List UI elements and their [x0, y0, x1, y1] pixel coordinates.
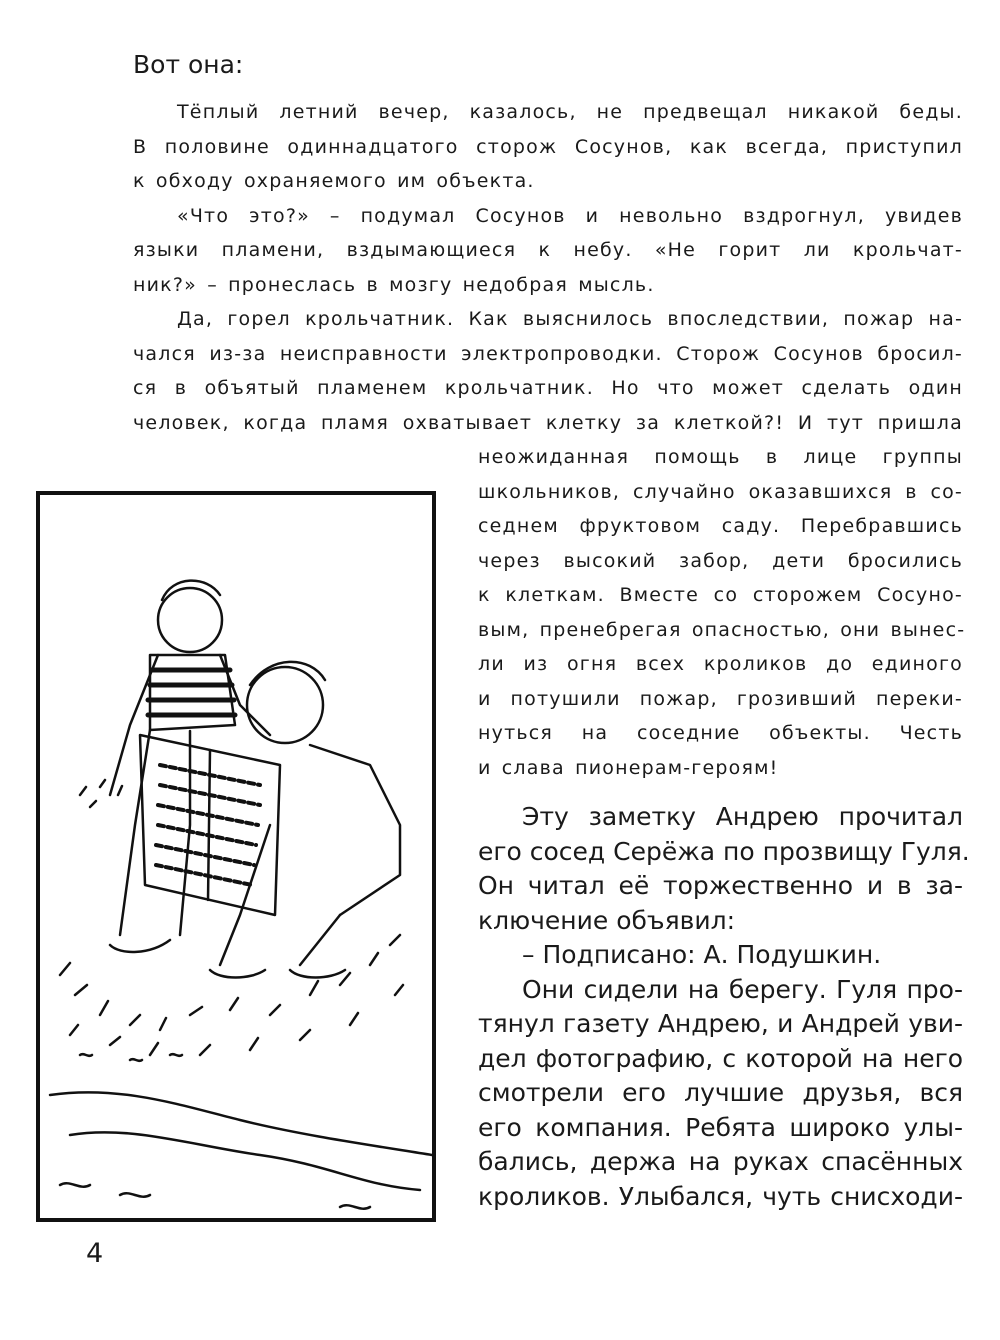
story-block	[478, 800, 970, 1214]
article-narrow-block	[478, 440, 966, 785]
text-line: Да, горел крольчатник. Как выяснилось впоследствии, пожар на-	[177, 308, 963, 330]
text-line: школьников, случайно оказавшихся в со-	[478, 480, 963, 503]
text-line: неожиданная помощь в лице группы	[478, 446, 963, 468]
text-line: и слава пионерам-героям!	[478, 756, 779, 779]
story-paragraph-2	[478, 938, 963, 973]
text-line: вым, пренебрегая опасностью, они вынес-	[478, 618, 966, 641]
text-line: В половине одиннадцатого сторож Сосунов, как всегда, приступил	[133, 135, 963, 158]
text-line: ся в объятый пламенем крольчатник. Но что может сделать один	[133, 377, 963, 399]
text-line: к обходу охраняемого им объекта.	[133, 170, 535, 192]
text-line: бались, держа на руках спасённых	[478, 1147, 963, 1176]
illustration-boys-reading-newspaper	[36, 491, 436, 1222]
text-line: человек, когда пламя охватывает клетку за клеткой?! И тут пришла	[133, 411, 963, 434]
text-line: ли из огня всех кроликов до единого	[478, 653, 963, 675]
text-line: через высокий забор, дети бросились	[478, 549, 963, 572]
text-line: ник?» – пронеслась в мозгу недобрая мысль.	[133, 273, 655, 296]
text-line: и потушили пожар, грозивший переки-	[478, 687, 963, 710]
text-line: смотрели его лучшие друзья, вся	[478, 1078, 963, 1107]
text-line: седнем фруктовом саду. Перебравшись	[478, 515, 963, 537]
article-paragraph-2	[133, 199, 963, 303]
article-wide-block	[133, 95, 963, 440]
text-line: Они сидели на берегу. Гуля про-	[522, 974, 963, 1004]
text-line: к клеткам. Вместе со сторожем Сосуно-	[478, 584, 963, 606]
text-line: ключение объявил:	[478, 905, 735, 935]
text-line: его компания. Ребята широко улы-	[478, 1112, 963, 1142]
story-paragraph-3	[478, 973, 963, 1215]
text-line: кроликов. Улыбался, чуть снисходи-	[478, 1181, 963, 1211]
text-line: чался из-за неисправности электропроводки. Сторож Сосунов бросил-	[133, 342, 963, 365]
text-line: Он читал её торжественно и в за-	[478, 871, 963, 900]
text-line: языки пламени, вздымающиеся к небу. «Не горит ли крольчат-	[133, 239, 963, 261]
story-paragraph-1	[478, 800, 970, 938]
article-paragraph-3-continued	[478, 440, 966, 785]
text-line: Эту заметку Андрею прочитал	[522, 802, 963, 831]
text-line: тянул газету Андрею, и Андрей уви-	[478, 1009, 963, 1038]
article-paragraph-3	[133, 302, 963, 440]
text-line: «Что это?» – подумал Сосунов и невольно вздрогнул, увидев	[177, 204, 963, 227]
text-line: Тёплый летний вечер, казалось, не предвещал никакой беды.	[177, 101, 963, 123]
intro-line: Вот она:	[133, 50, 244, 79]
text-line: дел фотографию, с которой на него	[478, 1043, 963, 1073]
text-line: его сосед Серёжа по прозвищу Гуля.	[478, 836, 970, 866]
text-line: нуться на соседние объекты. Честь	[478, 722, 963, 744]
text-line: – Подписано: А. Подушкин.	[522, 940, 882, 969]
illustration-drawing	[40, 495, 432, 1218]
article-paragraph-1	[133, 95, 963, 199]
page-number: 4	[86, 1238, 104, 1269]
